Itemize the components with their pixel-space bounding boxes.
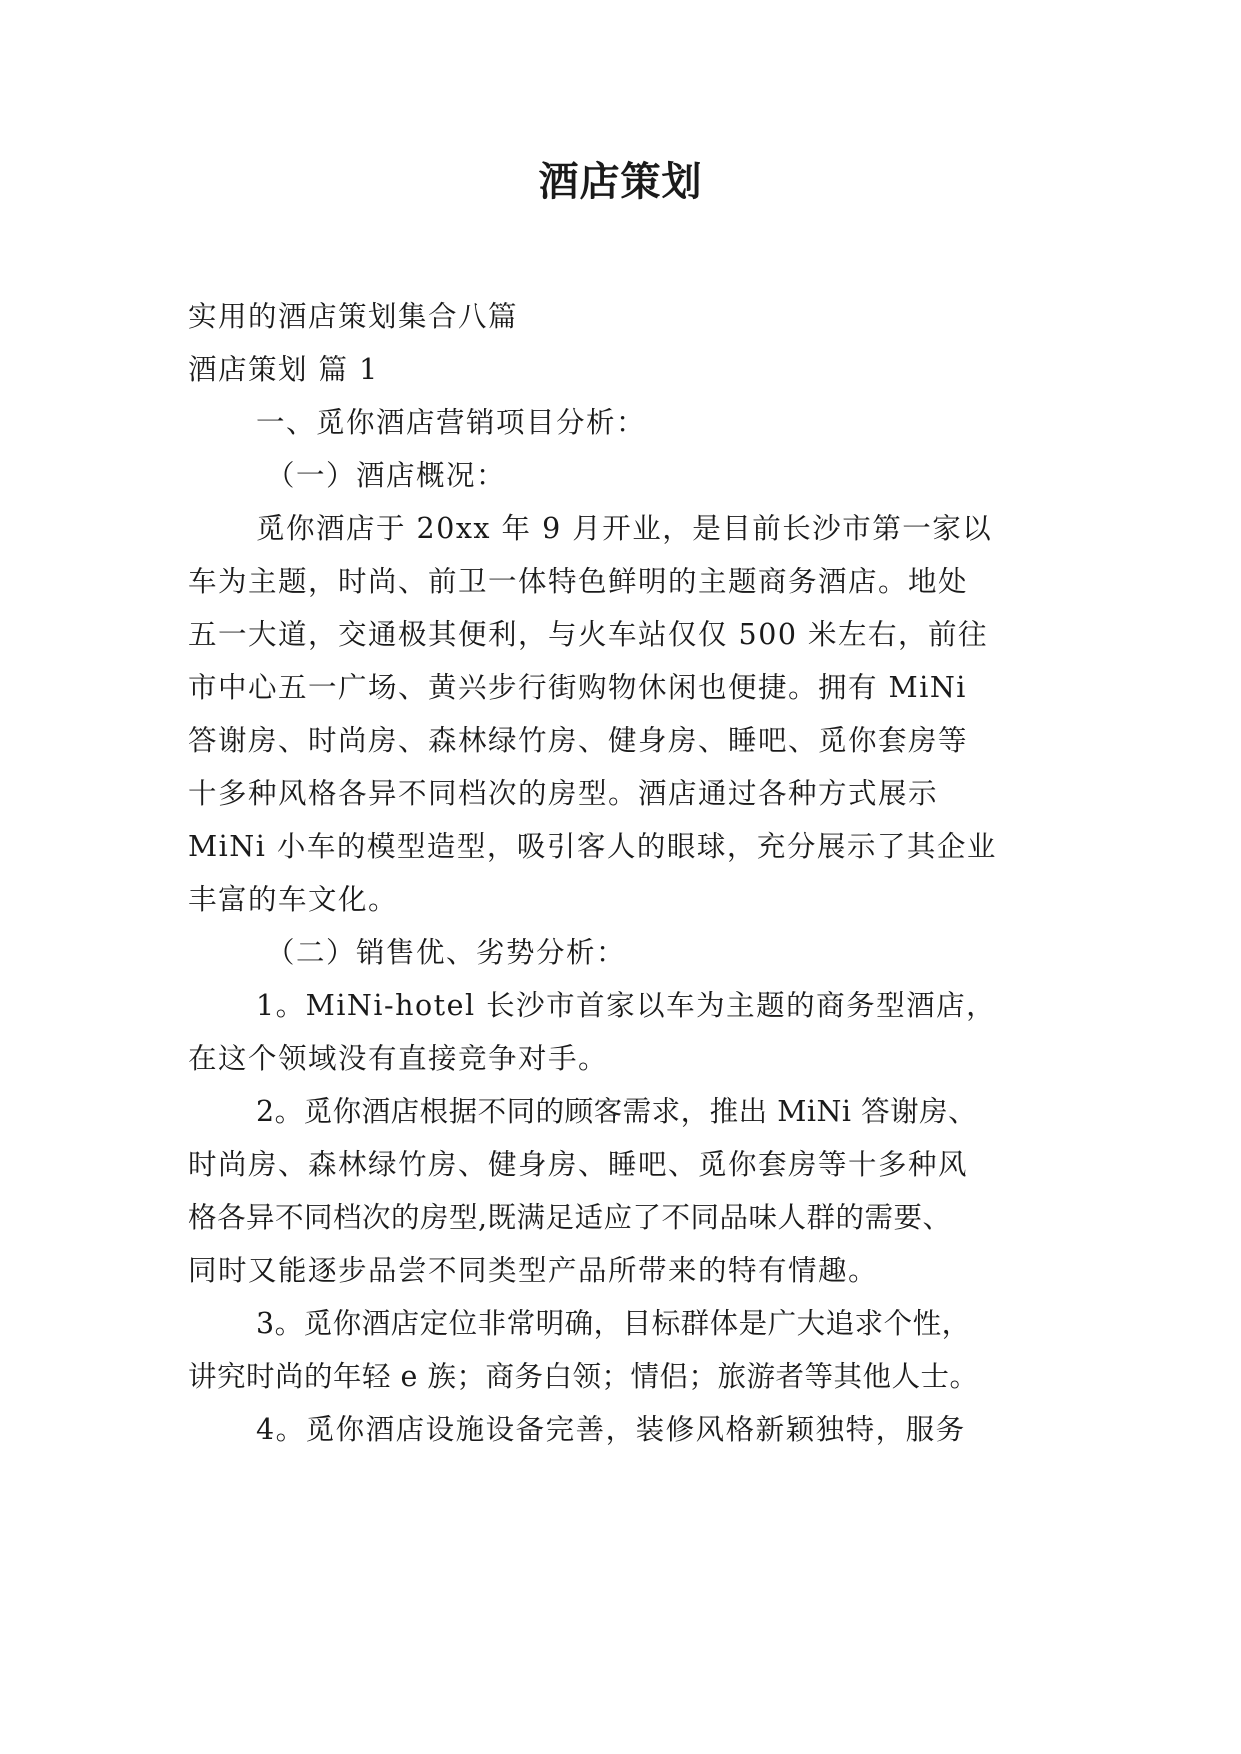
- document-body: [188, 290, 1058, 1456]
- subsection-heading: 一、觅你酒店营销项目分析：: [256, 406, 647, 439]
- section-heading: 酒店策划 篇 1: [188, 353, 379, 386]
- paragraph-line: 丰富的车文化。: [188, 883, 399, 916]
- paragraph-line: 讲究时尚的年轻 e 族；商务白领；情侣；旅游者等其他人士。: [188, 1360, 979, 1393]
- paragraph-line: MiNi 小车的模型造型，吸引客人的眼球，充分展示了其企业: [188, 830, 997, 863]
- paragraph-line: 格各异不同档次的房型,既满足适应了不同品味人群的需要、: [188, 1201, 952, 1234]
- paragraph-line: 在这个领域没有直接竞争对手。: [188, 1042, 609, 1075]
- paragraph-line: 时尚房、森林绿竹房、健身房、睡吧、觅你套房等十多种风: [188, 1148, 969, 1181]
- paragraph-line: 市中心五一广场、黄兴步行街购物休闲也便捷。拥有 MiNi: [188, 671, 967, 704]
- paragraph-line: 3。觅你酒店定位非常明确，目标群体是广大追求个性，: [256, 1307, 971, 1340]
- paragraph-line: 十多种风格各异不同档次的房型。酒店通过各种方式展示: [188, 777, 939, 810]
- paragraph-line: 1。MiNi-hotel 长沙市首家以车为主题的商务型酒店，: [256, 989, 997, 1022]
- paragraph-line: 觅你酒店于 20xx 年 9 月开业，是目前长沙市第一家以: [256, 512, 993, 545]
- paragraph-line: 车为主题，时尚、前卫一体特色鲜明的主题商务酒店。地处: [188, 565, 969, 598]
- subsection-heading: （一）酒店概况：: [266, 459, 507, 492]
- document-title: 酒店策划: [538, 158, 703, 205]
- paragraph-line: 五一大道，交通极其便利，与火车站仅仅 500 米左右，前往: [188, 618, 989, 651]
- paragraph-line: 答谢房、时尚房、森林绿竹房、健身房、睡吧、觅你套房等: [188, 724, 969, 757]
- paragraph-line: 2。觅你酒店根据不同的顾客需求，推出 MiNi 答谢房、: [256, 1095, 978, 1128]
- paragraph-line: 实用的酒店策划集合八篇: [188, 300, 519, 333]
- paragraph-line: 同时又能逐步品尝不同类型产品所带来的特有情趣。: [188, 1254, 879, 1287]
- subsection-heading: （二）销售优、劣势分析：: [266, 936, 627, 969]
- paragraph-line: 4。觅你酒店设施设备完善，装修风格新颖独特，服务: [256, 1413, 966, 1446]
